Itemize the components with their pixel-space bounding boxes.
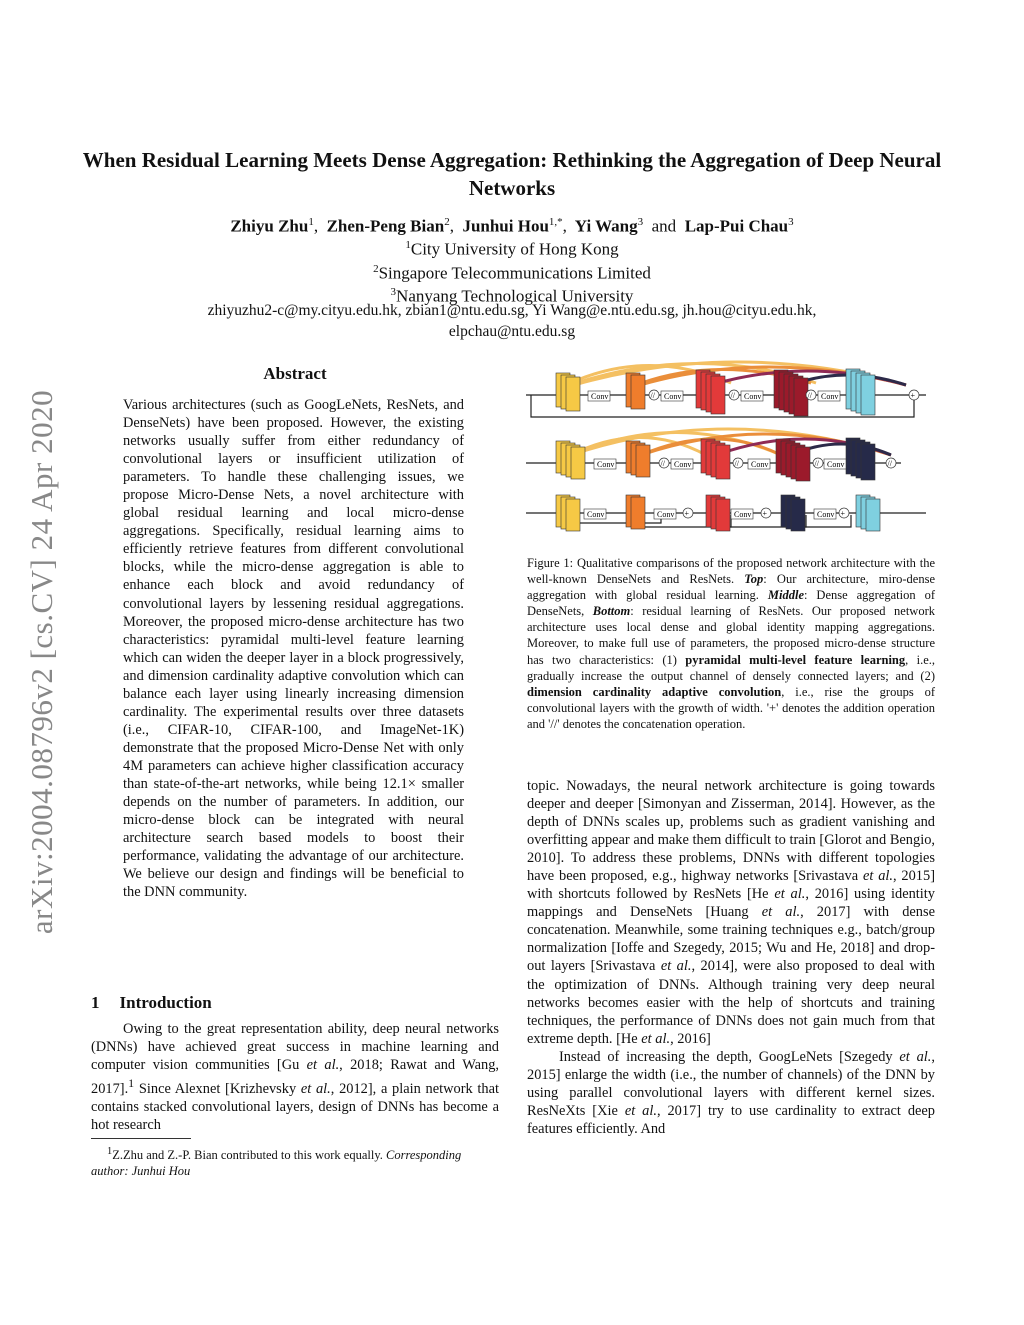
author-emails: zhiyuzhu2-c@my.cityu.edu.hk, zbian1@ntu.edu.sg, Yi Wang@e.ntu.edu.sg, jh.hou@cityu.edu.hk, elpchau@ntu.edu.sg [207,302,817,340]
feature-map [566,377,580,411]
feature-map [636,445,650,477]
paragraph: Instead of increasing the depth, GoogLeNets [Szegedy et al., 2015] enlarge the width (i.e., the number of channels) of the DNN by using parallel convolutional layers with different kernel sizes. ResNeXts [Xie et al., 2017] try to use cardinality to extract deep features efficiently. And [527,1048,936,1137]
conv-label: Conv [734,510,752,519]
paper-title: When Residual Learning Meets Dense Aggregation: Rethinking the Aggregation of Deep Neural Networks [82,148,942,200]
feature-map [794,378,808,416]
abstract-heading: Abstract [263,364,327,383]
add-operator: + [684,509,690,518]
author-name: Lap-Pui Chau [684,216,789,236]
footnote: $^1$Z.Zhu and Z.-P. Bian contributed to this work equally. Corresponding author: Junhui Hou [91,1146,462,1179]
middle-row-dense-arcs [571,429,891,455]
feature-map [571,447,585,479]
conv-label: Conv [591,392,609,401]
affiliation: $^3$Nanyang Technological University [390,286,634,306]
conv-label: Conv [744,392,762,401]
footnote-marker: 1 [128,1076,135,1091]
feature-map [631,497,645,529]
conv-label: Conv [657,510,675,519]
concat-operator: // [650,391,655,400]
conv-label: Conv [664,392,682,401]
add-operator: + [762,509,768,518]
concat-operator: // [814,459,819,468]
section-heading: 1 Introduction [91,993,212,1012]
feature-map [566,499,580,531]
feature-map [716,445,730,479]
conv-label: Conv [751,460,769,469]
add-operator: + [910,391,916,400]
figure-caption: Figure 1: Qualitative comparisons of the proposed network architecture with the well-known DenseNets and ResNets. Top: Our architecture, miro-dense aggregation with global residual learning. Middle: Dense aggregation of DenseNets, Bottom: residual learning of ResNets. Our proposed network architecture uses local dense and global identity mapping aggregations. Moreover, to make full use of parameters, the proposed micro-dense structure has two characteristics: (1) pyramidal multi-level feature learning, i.e., gradually increase the output channel of densely connected layers; and (2) dimension cardinality adaptive convolution, i.e., rise the groups of convolutional layers with the growth of width. '+' denotes the addition operation and '//' denotes the concatenation operation. [527,556,936,731]
author-name: Yi Wang [574,216,638,236]
author-list: Zhiyu Zhu$^1$, Zhen-Peng Bian$^2$, Junhui Hou$^{1,*}$, Yi Wang$^3$ and Lap-Pui Chau$^3$ [230,216,794,236]
feature-map [861,444,875,480]
conv-label: Conv [821,392,839,401]
concat-operator: // [807,391,812,400]
concat-operator: // [660,459,665,468]
arxiv-identifier: arXiv:2004.08796v2 [cs.CV] 24 Apr 2020 [24,389,59,935]
conv-label: Conv [827,460,845,469]
footnote-rule [91,1138,191,1139]
affiliation: $^2$Singapore Telecommunications Limited [373,263,651,283]
concat-operator: // [730,391,735,400]
author-name: Junhui Hou [462,216,549,236]
paragraph: topic. Nowadays, the neural network architecture is going towards deeper and deeper [Simonyan and Zisserman, 2014]. However, as the depth of DNNs scales up, problems such as gradient vanishing and overfitting appear and make them difficult to train [Glorot and Bengio, 2010]. To address these problems, DNNs with different topologies have been proposed, e.g., highway networks [Srivastava et al., 2015] with shortcuts followed by ResNets [He et al., 2016] using identity mappings and DenseNets [Huang et al., 2017] with dense concatenation. Meanwhile, some training techniques e.g., batch/group normalization [Ioffe and Szegedy, 2015; Wu and He, 2018] and drop-out layers [Srivastava et al., 2014], were also proposed to deal with the optimization of DNNs. Although training very deep neural networks becomes easier with the help of shortcuts and training techniques, the performance of DNNs does not gain much from that extreme depth. [He et al., 2016] [527,778,935,1047]
author-name: Zhen-Peng Bian [326,216,445,236]
concat-operator: // [734,459,739,468]
feature-map [711,376,725,414]
intro-right-column [527,777,935,1138]
feature-map [796,447,810,481]
feature-map [716,499,730,531]
conv-label: Conv [674,460,692,469]
figure-1-architecture-diagram [526,355,936,553]
author-name: Zhiyu Zhu [230,216,309,236]
conv-label: Conv [817,510,835,519]
conv-label: Conv [587,510,605,519]
feature-map [861,375,875,415]
abstract-text: Various architectures (such as GoogLeNets, ResNets, and DenseNets) have been proposed. However, the existing networks usually suffer from either redundancy of convolutional layers or insufficient utilization of parameters. To handle these challenging issues, we propose Micro-Dense Nets, a novel architecture with global residual learning and local micro-dense aggregations. Specifically, residual learning aims to efficiently retrieve features from different convolutional blocks, while the micro-dense aggregation is able to enhance each block and avoid redundancy of convolutional layers by lessening residual aggregations. Moreover, the proposed micro-dense architecture has two characteristics: pyramidal multi-level feature learning which can widen the deeper layer in a block progressively, and dimension cardinality adaptive convolution which can balance each layer using linearly increasing dimension cardinality. The experimental results over three datasets (i.e., CIFAR-10, CIFAR-100, and ImageNet-1K) demonstrate that the proposed Micro-Dense Net with only 4M parameters can achieve higher classification accuracy than state-of-the-art networks, while being 12.1× smaller depends on the number of parameters. In addition, our micro-dense block can be integrated with neural architecture search based models to boost their performance, validating the advantage of our architecture. We believe our design and findings will be beneficial to the DNN community. [123,397,464,901]
add-operator: + [840,509,846,518]
feature-map [866,499,880,531]
intro-paragraph: Owing to the great representation ability, deep neural networks (DNNs) have achieved great success in machine learning and computer vision communities [Gu et al., 2018; Rawat and Wang, 2017].$^1$ Since Alexnet [Krizhevsky et al., 2012], a plain network that contains stacked convolutional layers, design of DNNs has become a hot research [91,1021,500,1134]
conv-label: Conv [597,460,615,469]
concat-operator: // [887,459,892,468]
feature-map [791,499,805,531]
affiliation: $^1$City University of Hong Kong [405,239,619,259]
feature-map [631,375,645,409]
